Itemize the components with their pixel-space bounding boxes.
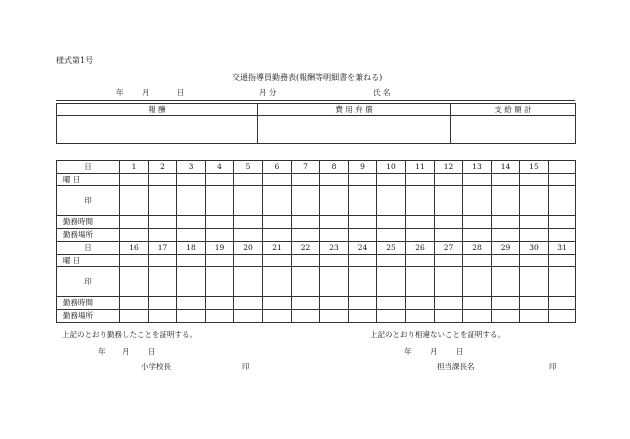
day-number-cell: 9 <box>349 161 377 174</box>
day-number-cell: 26 <box>406 242 435 255</box>
cert-right-seal: 印 <box>549 362 557 371</box>
hours-entry-cell[interactable] <box>177 297 206 310</box>
day-number-cell: 22 <box>292 242 320 255</box>
row-label-place: 勤務場所 <box>57 229 120 242</box>
day-number-cell: 16 <box>120 242 149 255</box>
seal-entry-cell[interactable] <box>292 267 320 297</box>
day-number-cell: 27 <box>435 242 463 255</box>
place-entry-cell[interactable] <box>520 229 549 242</box>
weekday-entry-cell[interactable] <box>406 255 435 267</box>
hours-entry-cell[interactable] <box>120 297 149 310</box>
header-month: 月 <box>142 88 150 97</box>
seal-entry-cell[interactable] <box>120 186 149 216</box>
weekday-entry-cell[interactable] <box>549 255 576 267</box>
header-month-part: 月 分 <box>259 88 277 97</box>
place-entry-cell[interactable] <box>377 310 406 323</box>
cert-right-month: 月 <box>430 347 438 356</box>
place-entry-cell[interactable] <box>120 310 149 323</box>
weekday-entry-cell[interactable] <box>463 174 492 186</box>
weekday-entry-cell[interactable] <box>263 255 292 267</box>
seal-entry-cell[interactable] <box>206 186 234 216</box>
seal-entry-cell[interactable] <box>406 186 435 216</box>
hours-entry-cell[interactable] <box>377 216 406 229</box>
place-entry-cell[interactable] <box>520 310 549 323</box>
weekday-entry-cell[interactable] <box>149 255 177 267</box>
day-number-cell: 29 <box>492 242 520 255</box>
hours-entry-cell[interactable] <box>120 216 149 229</box>
row-label-day: 日 <box>57 242 120 255</box>
seal-entry-cell[interactable] <box>120 267 149 297</box>
pay-header-expenses: 費 用 弁 償 <box>258 104 451 116</box>
hours-entry-cell[interactable] <box>206 297 234 310</box>
seal-entry-cell[interactable] <box>377 267 406 297</box>
weekday-entry-cell[interactable] <box>234 255 263 267</box>
hours-entry-cell[interactable] <box>520 297 549 310</box>
weekday-entry-cell[interactable] <box>149 174 177 186</box>
place-entry-cell[interactable] <box>177 229 206 242</box>
hours-entry-cell[interactable] <box>435 297 463 310</box>
weekday-entry-cell[interactable] <box>177 255 206 267</box>
weekday-entry-cell[interactable] <box>349 255 377 267</box>
day-number-cell: 4 <box>206 161 234 174</box>
place-entry-cell[interactable] <box>177 310 206 323</box>
weekday-entry-cell[interactable] <box>377 255 406 267</box>
hours-entry-cell[interactable] <box>320 216 349 229</box>
attendance-row-place-second <box>57 310 576 323</box>
cert-left-seal: 印 <box>242 362 250 371</box>
row-label-hours: 勤務時間 <box>57 297 120 310</box>
cert-left-text: 上記のとおり勤務したことを証明する。 <box>62 330 197 339</box>
header-year: 年 <box>116 88 124 97</box>
day-number-cell: 3 <box>177 161 206 174</box>
place-entry-cell[interactable] <box>234 229 263 242</box>
day-number-cell: 23 <box>320 242 349 255</box>
cert-left-day: 日 <box>148 347 156 356</box>
seal-entry-cell[interactable] <box>149 186 177 216</box>
attendance-row-seal-first <box>57 186 576 216</box>
hours-entry-cell[interactable] <box>492 297 520 310</box>
hours-entry-cell[interactable] <box>377 297 406 310</box>
hours-entry-cell[interactable] <box>234 216 263 229</box>
day-number-cell: 31 <box>549 242 576 255</box>
hours-entry-cell[interactable] <box>463 216 492 229</box>
row-label-weekday: 曜 日 <box>57 255 120 267</box>
pay-cell-total[interactable] <box>451 116 576 144</box>
hours-entry-cell[interactable] <box>406 216 435 229</box>
day-number-cell: 15 <box>520 161 549 174</box>
place-entry-cell[interactable] <box>549 229 576 242</box>
hours-entry-cell[interactable] <box>349 216 377 229</box>
seal-entry-cell[interactable] <box>349 186 377 216</box>
place-entry-cell[interactable] <box>492 229 520 242</box>
place-entry-cell[interactable] <box>349 229 377 242</box>
weekday-entry-cell[interactable] <box>234 174 263 186</box>
place-entry-cell[interactable] <box>263 229 292 242</box>
place-entry-cell[interactable] <box>206 310 234 323</box>
weekday-entry-cell[interactable] <box>377 174 406 186</box>
place-entry-cell[interactable] <box>320 229 349 242</box>
cert-right-signer: 担当課長名 <box>437 362 475 371</box>
seal-entry-cell[interactable] <box>349 267 377 297</box>
seal-entry-cell[interactable] <box>406 267 435 297</box>
pay-header-remuneration: 報 酬 <box>57 104 258 116</box>
weekday-entry-cell[interactable] <box>435 255 463 267</box>
place-entry-cell[interactable] <box>435 310 463 323</box>
seal-entry-cell[interactable] <box>377 186 406 216</box>
pay-cell-remuneration[interactable] <box>57 116 258 144</box>
weekday-entry-cell[interactable] <box>463 255 492 267</box>
attendance-table <box>56 160 576 323</box>
attendance-row-hours-second <box>57 297 576 310</box>
weekday-entry-cell[interactable] <box>120 174 149 186</box>
day-number-cell: 20 <box>234 242 263 255</box>
place-entry-cell[interactable] <box>463 310 492 323</box>
attendance-row-weekday-second <box>57 255 576 267</box>
day-number-cell: 13 <box>463 161 492 174</box>
day-number-cell: 7 <box>292 161 320 174</box>
cert-right-year: 年 <box>404 347 412 356</box>
weekday-entry-cell[interactable] <box>349 174 377 186</box>
hours-entry-cell[interactable] <box>149 216 177 229</box>
hours-entry-cell[interactable] <box>292 297 320 310</box>
place-entry-cell[interactable] <box>492 310 520 323</box>
hours-entry-cell[interactable] <box>177 216 206 229</box>
hours-entry-cell[interactable] <box>320 297 349 310</box>
header-name-label: 氏 名 <box>373 88 391 97</box>
row-label-seal: 印 <box>57 186 120 216</box>
place-entry-cell[interactable] <box>463 229 492 242</box>
hours-entry-cell[interactable] <box>206 216 234 229</box>
weekday-entry-cell[interactable] <box>177 174 206 186</box>
seal-entry-cell[interactable] <box>234 186 263 216</box>
pay-cell-expenses[interactable] <box>258 116 451 144</box>
weekday-entry-cell[interactable] <box>320 174 349 186</box>
hours-entry-cell[interactable] <box>549 216 576 229</box>
place-entry-cell[interactable] <box>263 310 292 323</box>
place-entry-cell[interactable] <box>149 310 177 323</box>
seal-entry-cell[interactable] <box>549 267 576 297</box>
place-entry-cell[interactable] <box>206 229 234 242</box>
header-underline <box>56 100 575 101</box>
day-number-cell: 19 <box>206 242 234 255</box>
day-number-cell: 30 <box>520 242 549 255</box>
hours-entry-cell[interactable] <box>349 297 377 310</box>
weekday-entry-cell[interactable] <box>406 174 435 186</box>
cert-left-signer: 小学校長 <box>141 362 171 371</box>
hours-entry-cell[interactable] <box>149 297 177 310</box>
pay-table <box>56 103 576 144</box>
day-number-cell: 12 <box>435 161 463 174</box>
day-number-cell <box>549 161 576 174</box>
place-entry-cell[interactable] <box>292 310 320 323</box>
weekday-entry-cell[interactable] <box>206 174 234 186</box>
weekday-entry-cell[interactable] <box>520 255 549 267</box>
form-number: 様式第1号 <box>56 56 94 65</box>
pay-header-total: 支 給 額 計 <box>451 104 576 116</box>
place-entry-cell[interactable] <box>377 229 406 242</box>
row-label-place: 勤務場所 <box>57 310 120 323</box>
row-label-hours: 勤務時間 <box>57 216 120 229</box>
day-number-cell: 17 <box>149 242 177 255</box>
row-label-seal: 印 <box>57 267 120 297</box>
seal-entry-cell[interactable] <box>492 267 520 297</box>
day-number-cell: 1 <box>120 161 149 174</box>
place-entry-cell[interactable] <box>435 229 463 242</box>
seal-entry-cell[interactable] <box>435 267 463 297</box>
seal-entry-cell[interactable] <box>149 267 177 297</box>
weekday-entry-cell[interactable] <box>435 174 463 186</box>
seal-entry-cell[interactable] <box>292 186 320 216</box>
weekday-entry-cell[interactable] <box>206 255 234 267</box>
hours-entry-cell[interactable] <box>263 297 292 310</box>
weekday-entry-cell[interactable] <box>520 174 549 186</box>
seal-entry-cell[interactable] <box>177 267 206 297</box>
seal-entry-cell[interactable] <box>492 186 520 216</box>
weekday-entry-cell[interactable] <box>292 255 320 267</box>
seal-entry-cell[interactable] <box>263 186 292 216</box>
seal-entry-cell[interactable] <box>320 267 349 297</box>
seal-entry-cell[interactable] <box>463 186 492 216</box>
seal-entry-cell[interactable] <box>463 267 492 297</box>
cert-right-day: 日 <box>456 347 464 356</box>
header-day: 日 <box>177 88 185 97</box>
day-number-cell: 24 <box>349 242 377 255</box>
weekday-entry-cell[interactable] <box>292 174 320 186</box>
day-number-cell: 25 <box>377 242 406 255</box>
weekday-entry-cell[interactable] <box>492 174 520 186</box>
place-entry-cell[interactable] <box>292 229 320 242</box>
place-entry-cell[interactable] <box>406 229 435 242</box>
weekday-entry-cell[interactable] <box>492 255 520 267</box>
hours-entry-cell[interactable] <box>234 297 263 310</box>
attendance-row-place-first <box>57 229 576 242</box>
seal-entry-cell[interactable] <box>263 267 292 297</box>
row-label-weekday: 曜 日 <box>57 174 120 186</box>
form-title: 交通指導員勤務表(報酬等明細書を兼ねる) <box>232 73 383 82</box>
attendance-row-weekday-first <box>57 174 576 186</box>
day-number-cell: 5 <box>234 161 263 174</box>
day-number-cell: 8 <box>320 161 349 174</box>
day-number-cell: 2 <box>149 161 177 174</box>
place-entry-cell[interactable] <box>234 310 263 323</box>
place-entry-cell[interactable] <box>120 229 149 242</box>
place-entry-cell[interactable] <box>406 310 435 323</box>
hours-entry-cell[interactable] <box>463 297 492 310</box>
seal-entry-cell[interactable] <box>206 267 234 297</box>
day-number-cell: 28 <box>463 242 492 255</box>
cert-right-text: 上記のとおり相違ないことを証明する。 <box>370 330 505 339</box>
weekday-entry-cell[interactable] <box>549 174 576 186</box>
hours-entry-cell[interactable] <box>549 297 576 310</box>
weekday-entry-cell[interactable] <box>120 255 149 267</box>
place-entry-cell[interactable] <box>549 310 576 323</box>
attendance-row-day-second <box>57 242 576 255</box>
seal-entry-cell[interactable] <box>435 186 463 216</box>
place-entry-cell[interactable] <box>349 310 377 323</box>
seal-entry-cell[interactable] <box>177 186 206 216</box>
hours-entry-cell[interactable] <box>406 297 435 310</box>
cert-left-month: 月 <box>122 347 130 356</box>
weekday-entry-cell[interactable] <box>320 255 349 267</box>
day-number-cell: 21 <box>263 242 292 255</box>
place-entry-cell[interactable] <box>320 310 349 323</box>
day-number-cell: 14 <box>492 161 520 174</box>
day-number-cell: 11 <box>406 161 435 174</box>
seal-entry-cell[interactable] <box>549 186 576 216</box>
weekday-entry-cell[interactable] <box>263 174 292 186</box>
hours-entry-cell[interactable] <box>492 216 520 229</box>
attendance-row-day-first <box>57 161 576 174</box>
hours-entry-cell[interactable] <box>435 216 463 229</box>
seal-entry-cell[interactable] <box>320 186 349 216</box>
day-number-cell: 6 <box>263 161 292 174</box>
attendance-row-hours-first <box>57 216 576 229</box>
day-number-cell: 10 <box>377 161 406 174</box>
hours-entry-cell[interactable] <box>263 216 292 229</box>
cert-left-year: 年 <box>98 347 106 356</box>
day-number-cell: 18 <box>177 242 206 255</box>
place-entry-cell[interactable] <box>149 229 177 242</box>
hours-entry-cell[interactable] <box>292 216 320 229</box>
hours-entry-cell[interactable] <box>520 216 549 229</box>
seal-entry-cell[interactable] <box>520 186 549 216</box>
row-label-day: 日 <box>57 161 120 174</box>
seal-entry-cell[interactable] <box>520 267 549 297</box>
seal-entry-cell[interactable] <box>234 267 263 297</box>
attendance-row-seal-second <box>57 267 576 297</box>
